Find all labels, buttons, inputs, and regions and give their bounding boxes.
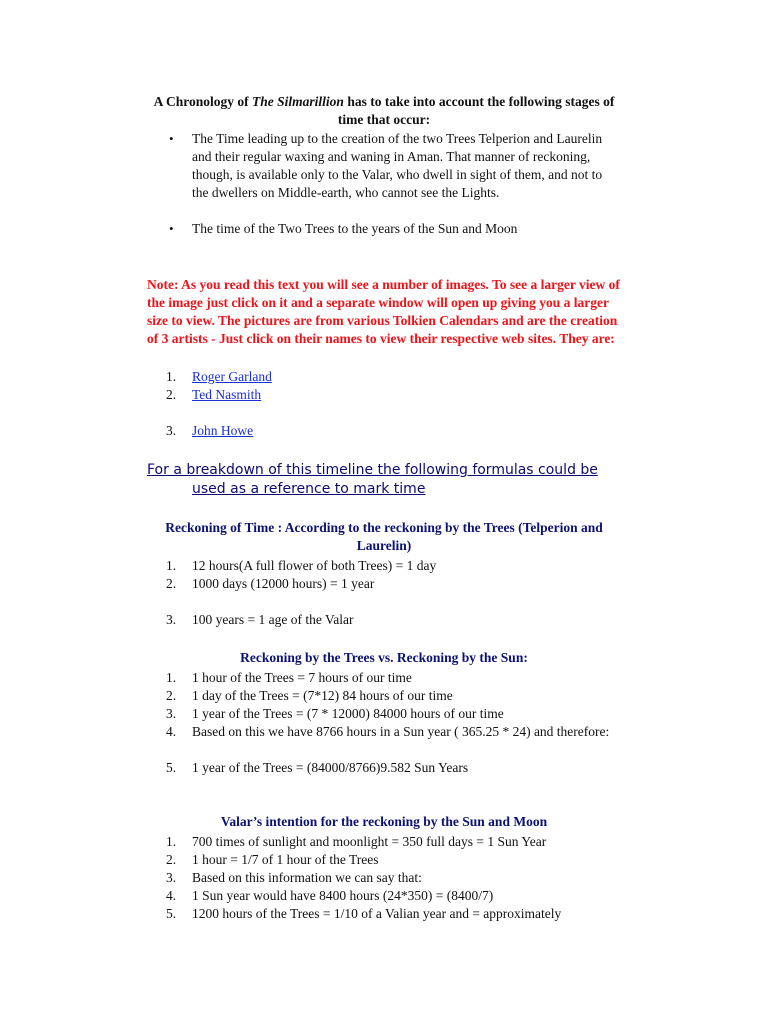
list-number: 5.	[166, 906, 177, 921]
list-number: 1.	[166, 369, 177, 384]
list-text: 700 times of sunlight and moonlight = 350 full days = 1 Sun Year	[192, 834, 547, 849]
section-title-trees: Reckoning of Time : According to the reckoning by the Trees (Telperion and Laurelin)	[165, 520, 603, 553]
artist-link-john-howe[interactable]: John Howe	[192, 423, 254, 438]
trees-vs-sun-list	[147, 669, 627, 777]
list-number: 2.	[166, 852, 177, 867]
list-item	[147, 833, 627, 851]
section-title-trees-vs-sun: Reckoning by the Trees vs. Reckoning by the Sun:	[240, 650, 528, 665]
list-item	[147, 386, 627, 404]
list-number: 3.	[166, 706, 177, 721]
list-item	[147, 422, 627, 440]
list-number: 1.	[166, 558, 177, 573]
list-item	[147, 887, 627, 905]
artist-link-ted-nasmith[interactable]: Ted Nasmith	[192, 387, 262, 402]
list-item: • The time of the Two Trees to the years of the Sun and Moon	[150, 220, 620, 238]
list-text: 100 years = 1 age of the Valar	[192, 612, 354, 627]
list-number: 3.	[166, 870, 177, 885]
intro-prefix: A Chronology of	[153, 94, 253, 109]
list-text: 1000 days (12000 hours) = 1 year	[192, 576, 375, 591]
list-item	[147, 368, 627, 386]
list-text: 1 hour of the Trees = 7 hours of our time	[192, 670, 412, 685]
list-item	[147, 759, 627, 777]
list-text: 1 day of the Trees = (7*12) 84 hours of our time	[192, 688, 453, 703]
artist-link-roger-garland[interactable]: Roger Garland	[192, 369, 272, 384]
list-number: 1.	[166, 670, 177, 685]
list-text: 1 Sun year would have 8400 hours (24*350) = (8400/7)	[192, 888, 494, 903]
list-number: 1.	[166, 834, 177, 849]
artist-list	[147, 368, 627, 440]
intro-heading	[140, 93, 628, 129]
list-text: 1 year of the Trees = (7 * 12000) 84000 hours of our time	[192, 706, 504, 721]
note-paragraph: Note: As you read this text you will see a number of images. To see a larger view of the image just click on it and a separate window will open up giving you a larger size to view. The pictures are from various Tolkien Calendars and are the creation of 3 artists - Just click on their names to view their respective web sites. They are:	[147, 277, 620, 346]
list-number: 3.	[166, 612, 177, 627]
list-number: 4.	[166, 724, 177, 739]
trees-reckoning-list	[147, 557, 627, 629]
list-item	[147, 687, 627, 705]
list-text: 1 year of the Trees = (84000/8766)9.582 Sun Years	[192, 760, 469, 775]
list-number: 4.	[166, 888, 177, 903]
list-item	[147, 575, 627, 593]
list-text: Based on this we have 8766 hours in a Sun year ( 365.25 * 24) and therefore:	[192, 724, 610, 739]
list-item	[147, 557, 627, 575]
breakdown-heading	[147, 461, 627, 499]
list-text: 1 hour = 1/7 of 1 hour of the Trees	[192, 852, 379, 867]
list-number: 2.	[166, 387, 177, 402]
list-number: 5.	[166, 760, 177, 775]
list-text: 1200 hours of the Trees = 1/10 of a Valian year and = approximately	[192, 906, 562, 921]
list-text: Based on this information we can say that:	[192, 870, 422, 885]
valar-intention-list	[147, 833, 627, 923]
breakdown-line-1: For a breakdown of this timeline the following formulas could be	[147, 462, 598, 478]
list-number: 2.	[166, 688, 177, 703]
intro-suffix: has to take into account the following stages of time that occur:	[337, 94, 615, 127]
list-number: 3.	[166, 423, 177, 438]
list-item: • The Time leading up to the creation of the two Trees Telperion and Laurelin and their regular waxing and waning in Aman. That manner of reckoning, though, is available only to the Valar, who dwell in sight of them, and not to the dwellers on Middle-earth, who cannot see the Lights.	[150, 130, 620, 202]
breakdown-line-2: used as a reference to mark time	[192, 481, 426, 497]
list-number: 2.	[166, 576, 177, 591]
list-item	[147, 705, 627, 723]
list-item	[147, 851, 627, 869]
list-item	[147, 669, 627, 687]
book-title: The Silmarillion	[252, 94, 344, 109]
list-item	[147, 869, 627, 887]
list-text: 12 hours(A full flower of both Trees) = 1 day	[192, 558, 437, 573]
list-item	[147, 723, 627, 741]
list-item	[147, 905, 627, 923]
section-title-valar-intention: Valar’s intention for the reckoning by the Sun and Moon	[220, 814, 548, 829]
list-item	[147, 611, 627, 629]
time-stages-list	[150, 130, 620, 238]
